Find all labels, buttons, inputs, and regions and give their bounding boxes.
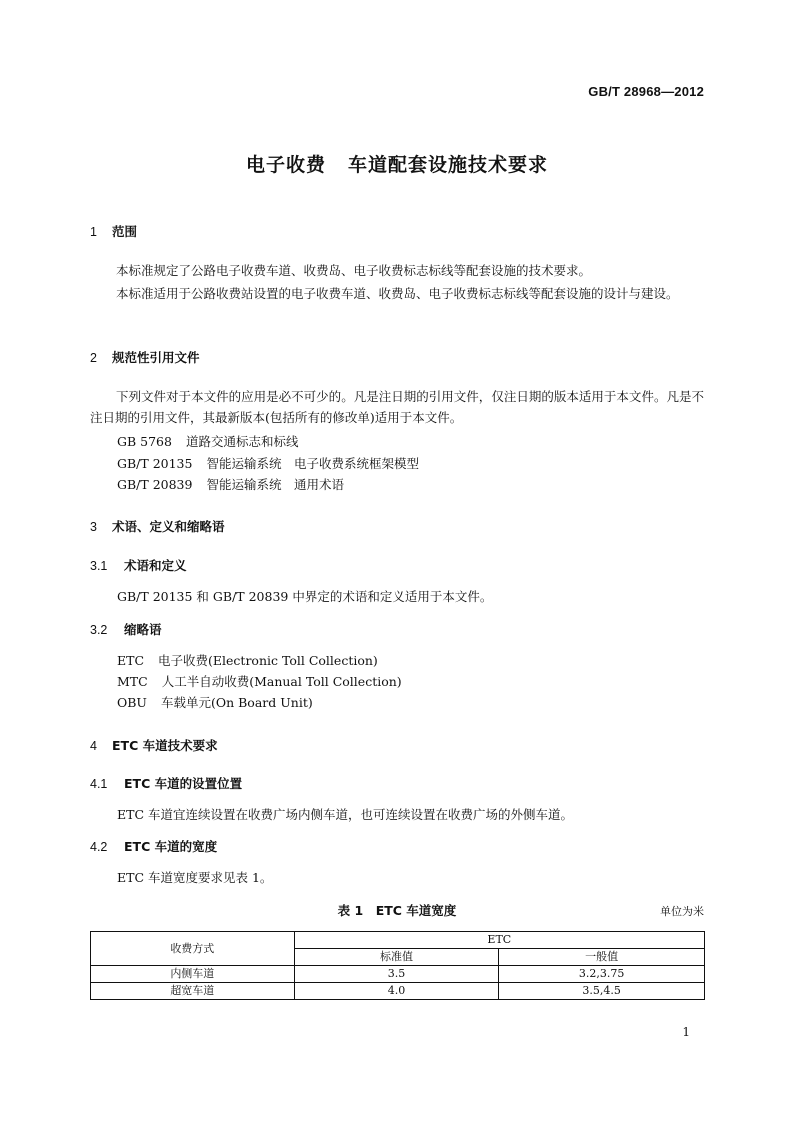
document-title (0, 150, 794, 177)
standard-code: GB/T 28968—2012 (588, 84, 704, 99)
paragraph: ETC 车道宽度要求见表 1。 (117, 870, 273, 885)
section-title: ETC 车道的宽度 (124, 839, 218, 854)
header-general: 一般值 (499, 949, 705, 966)
reference-name: 智能运输系统 通用术语 (206, 477, 344, 492)
etc-lane-width-table (90, 931, 705, 1000)
section-title: 术语和定义 (124, 558, 187, 573)
abbreviation-item (117, 651, 378, 669)
cell-method: 内侧车道 (91, 966, 295, 983)
cell-general: 3.2,3.75 (499, 966, 705, 983)
paragraph: 本标准规定了公路电子收费车道、收费岛、电子收费标志标线等配套设施的技术要求。 (116, 263, 592, 278)
table-row (91, 983, 705, 1000)
reference-name: 道路交通标志和标线 (185, 434, 299, 449)
abbreviation: MTC (117, 674, 148, 689)
cell-method: 超宽车道 (91, 983, 295, 1000)
paragraph: GB/T 20135 和 GB/T 20839 中界定的术语和定义适用于本文件。 (117, 589, 493, 604)
section-number: 3 (90, 520, 97, 534)
cell-standard: 3.5 (294, 966, 499, 983)
header-method: 收费方式 (91, 932, 295, 966)
section-number: 4 (90, 739, 97, 753)
title-part1: 电子收费 (245, 154, 326, 176)
section-title: 规范性引用文件 (112, 350, 200, 365)
reference-name: 智能运输系统 电子收费系统框架模型 (206, 456, 419, 471)
section-title: 术语、定义和缩略语 (112, 519, 225, 534)
abbreviation-definition: 车载单元(On Board Unit) (160, 695, 313, 710)
cell-general: 3.5,4.5 (499, 983, 705, 1000)
paragraph: 下列文件对于本文件的应用是必不可少的。凡是注日期的引用文件，仅注日期的版本适用于本文件。凡是不注日期的引用文件，其最新版本(包括所有的修改单)适用于本文件。 (90, 389, 704, 425)
section-title: 缩略语 (124, 622, 162, 637)
header-etc: ETC (294, 932, 704, 949)
section-title: ETC 车道的设置位置 (124, 776, 243, 791)
abbreviation-item (117, 693, 313, 711)
abbreviation-item (117, 672, 402, 690)
section-4-heading (90, 736, 218, 754)
abbreviation: OBU (117, 695, 147, 710)
paragraph: ETC 车道宜连续设置在收费广场内侧车道，也可连续设置在收费广场的外侧车道。 (117, 807, 574, 822)
section-number: 4.1 (90, 777, 108, 791)
section-number: 1 (90, 225, 97, 239)
section-number: 3.1 (90, 559, 108, 573)
section-3-2-heading (90, 620, 162, 638)
reference-item (117, 475, 344, 493)
section-number: 3.2 (90, 623, 108, 637)
section-3-heading (90, 517, 225, 535)
page-number: 1 (682, 1025, 690, 1039)
section-number: 2 (90, 351, 97, 365)
paragraph: 本标准适用于公路收费站设置的电子收费车道、收费岛、电子收费标志标线等配套设施的设计与建设。 (116, 286, 679, 301)
section-1-heading (90, 222, 137, 240)
table-row (91, 966, 705, 983)
abbreviation-definition: 电子收费(Electronic Toll Collection) (158, 653, 378, 668)
reference-item (117, 432, 298, 450)
section-title: 范围 (112, 224, 138, 239)
section-2-heading (90, 348, 200, 366)
section-4-1-heading (90, 774, 242, 792)
section-title: ETC 车道技术要求 (112, 738, 218, 753)
reference-item (117, 454, 419, 472)
reference-code: GB 5768 (117, 434, 172, 449)
section-3-1-heading (90, 556, 187, 574)
abbreviation-definition: 人工半自动收费(Manual Toll Collection) (161, 674, 402, 689)
abbreviation: ETC (117, 653, 145, 668)
section-4-2-heading (90, 837, 217, 855)
reference-code: GB/T 20135 (117, 456, 193, 471)
cell-standard: 4.0 (294, 983, 499, 1000)
header-standard: 标准值 (294, 949, 499, 966)
table-unit: 单位为米 (660, 905, 704, 918)
section-number: 4.2 (90, 840, 108, 854)
table-caption: 表 1 ETC 车道宽度 (337, 903, 457, 918)
reference-code: GB/T 20839 (117, 477, 193, 492)
title-part2: 车道配套设施技术要求 (348, 154, 549, 176)
